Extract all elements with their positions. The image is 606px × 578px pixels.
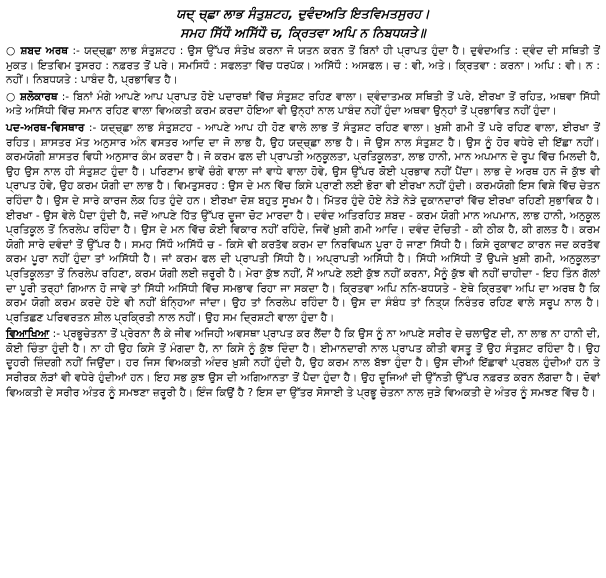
verse-line-2: ਸਮਹ ਸਿੱਧੌ ਅਸਿੱਧੌ ਚ, ਕ੍ਰਿਤਵਾ ਅਪਿ ਨ ਨਿਬਧਯਤੇ॥ <box>180 25 426 40</box>
pad-arth-heading: ਪਦ-ਅਰਥ-ਵਿਸਥਾਰ <box>6 121 85 134</box>
viakhia-heading: ਵਿਆਖਿਆ <box>6 328 50 341</box>
shabad-arth-text: :- ਯਦ੍ਚ੍ਛਾ ਲਾਭ ਸੰਤੁਸ਼ਟਹ : ਉਸ ਉੱਪਰ ਸੰਤੋਖ ਕਰਨਾ ਜੋ ਯਤਨ ਕਰਨ ਤੋਂ ਬਿਨਾਂ ਹੀ ਪ੍ਰਾਪਤ ਹੁੰਦਾ ਹੈ। ਦੁਵੰਦਅਤਿ : ਦ੍ਵੰਦ ਦੀ ਸਥਿਤੀ ਤੋਂ ਮੁਕਤ। ਇਤਵਿਮ ਤੁਸਰਹ : ਨਫ਼ਰਤ ਤੋਂ ਪਰੇ। ਸਮਸਿਧੌ : ਸਫਲਤਾ ਵਿੱਚ ਧਰਪੱਕ। ਅਸਿੱਧੌ : ਅਸਫਲ। ਚ : ਵੀ, ਅਤੇ। ਕ੍ਰਿਤਵਾ : ਕਰਨਾ। ਅਪਿ : ਵੀ। ਨ : ਨਹੀਂ। ਨਿਬਧਯਤੇ : ਪਾਬੰਦ ਹੈ, ਪ੍ਰਭਾਵਿਤ ਹੈ। <box>6 45 600 87</box>
section-pad-arth <box>6 121 600 325</box>
viakhia-text: :- ਪ੍ਰਭੂਚੇਤਨਾ ਤੋਂ ਪ੍ਰੇਰਨਾ ਲੈ ਕੇ ਜੀਵ ਅਜਿਹੀ ਅਵਸਥਾ ਪ੍ਰਾਪਤ ਕਰ ਲੈਂਦਾ ਹੈ ਕਿ ਉਸ ਨੂੰ ਨਾ ਆਪਣੇ ਸਰੀਰ ਦੇ ਚਲਾਉਣ ਦੀ, ਨਾ ਲਾਭ ਨਾ ਹਾਨੀ ਦੀ, ਕੋਈ ਚਿੰਤਾ ਹੁੰਦੀ ਹੈ। ਨਾ ਹੀ ਉਹ ਕਿਸੇ ਤੋਂ ਮੰਗਦਾ ਹੈ, ਨਾ ਕਿਸੇ ਨੂੰ ਕੁੱਝ ਦਿੰਦਾ ਹੈ। ਈਮਾਨਦਾਰੀ ਨਾਲ ਪ੍ਰਾਪਤ ਕੀਤੀ ਵਸਤੂ ਤੋਂ ਉਹ ਸੰਤੁਸ਼ਟ ਰਹਿੰਦਾ ਹੈ। ਉਹ ਦੂਹਰੀ ਜ਼ਿੰਦਗੀ ਨਹੀਂ ਜਿਉਂਦਾ। ਹਰ ਜਿਸ ਵਿਅਕਤੀ ਅੰਦਰ ਖ਼ੁਸ਼ੀ ਨਹੀਂ ਹੁੰਦੀ ਹੈ, ਉਹ ਕਰਮ ਨਾਲ ਬੱਝਾ ਹੁੰਦਾ ਹੈ। ਉਸ ਦੀਆਂ ਇੱਛਾਵਾਂ ਪ੍ਰਬਲ ਹੁੰਦੀਆਂ ਹਨ ਤੇ ਸਰੀਰਕ ਲੋੜਾਂ ਵੀ ਵਧੇਰੇ ਹੁੰਦੀਆਂ ਹਨ। ਇਹ ਸਭ ਕੁਝ ਉਸ ਦੀ ਅਗਿਆਨਤਾ ਤੋਂ ਪੈਦਾ ਹੁੰਦਾ ਹੈ। ਉਹ ਦੂਜਿਆਂ ਦੀ ਉੱਨਤੀ ਉੱਪਰ ਨਫ਼ਰਤ ਕਰਨ ਲੱਗਦਾ ਹੈ। ਦੋਵਾਂ ਵਿਅਕਤੀ ਦੇ ਸਰੀਰ ਅੰਤਰ ਨੂੰ ਸਮਝਣਾ ਜ਼ਰੂਰੀ ਹੈ। ਇੰਜ ਕਿਉਂ ਹੈ ? ਇਸ ਦਾ ਉੱਤਰ ਸੋਸਾਈ ਤੇ ਪ੍ਰਭੂ ਚੇਤਨਾ ਨਾਲ ਜੁੜੇ ਵਿਅਕਤੀ ਦੇ ਅੰਤਰ ਨੂੰ ਸਮਝਣ ਵਿੱਚ ਹੈ। <box>6 328 600 399</box>
section-shalokarth: ○ ਸ਼ਲੋਕਾਰਥ :- ਬਿਨਾਂ ਮੰਗੇ ਆਪਣੇ ਆਪ ਪ੍ਰਾਪਤ ਹੋਏ ਪਦਾਰਥਾਂ ਵਿੱਚ ਸੰਤੁਸ਼ਟ ਰਹਿਣ ਵਾਲਾ। ਦ੍ਵੰਦਾਤਮਕ ਸਥਿਤੀ ਤੋਂ ਪਰੇ, ਈਰਖਾ ਤੋਂ ਰਹਿਤ, ਅਥਵਾ ਸਿੱਧੀ ਅਤੇ ਅਸਿੱਧੀ ਵਿੱਚ ਸਮਾਨ ਰਹਿਣ ਵਾਲਾ ਵਿਅਕਤੀ ਕਰਮ ਕਰਦਾ ਹੋਇਆ ਵੀ ਉਨ੍ਹਾਂ ਨਾਲ ਪਾਬੰਦ ਨਹੀਂ ਹੁੰਦਾ ਅਥਵਾ ਉਨ੍ਹਾਂ ਤੋਂ ਪ੍ਰਭਾਵਿਤ ਨਹੀਂ ਹੁੰਦਾ। <box>6 90 600 118</box>
verse-line-1: ਯਦ੍ ਚ੍ਛਾ ਲਾਭ ਸੰਤੁਸ਼ਟਹ, ਦੁਵੰਦਅਤਿ ਇਤਵਿਮਤਸੁਰਹ। <box>176 6 430 21</box>
shabad-arth-heading: ਸ਼ਬਦ ਅਰਥ <box>20 45 69 57</box>
section-viakhia <box>6 327 600 400</box>
verse-block <box>6 4 600 42</box>
shalokarth-text: :- ਬਿਨਾਂ ਮੰਗੇ ਆਪਣੇ ਆਪ ਪ੍ਰਾਪਤ ਹੋਏ ਪਦਾਰਥਾਂ ਵਿੱਚ ਸੰਤੁਸ਼ਟ ਰਹਿਣ ਵਾਲਾ। ਦ੍ਵੰਦਾਤਮਕ ਸਥਿਤੀ ਤੋਂ ਪਰੇ, ਈਰਖਾ ਤੋਂ ਰਹਿਤ, ਅਥਵਾ ਸਿੱਧੀ ਅਤੇ ਅਸਿੱਧੀ ਵਿੱਚ ਸਮਾਨ ਰਹਿਣ ਵਾਲਾ ਵਿਅਕਤੀ ਕਰਮ ਕਰਦਾ ਹੋਇਆ ਵੀ ਉਨ੍ਹਾਂ ਨਾਲ ਪਾਬੰਦ ਨਹੀਂ ਹੁੰਦਾ ਅਥਵਾ ਉਨ੍ਹਾਂ ਤੋਂ ਪ੍ਰਭਾਵਿਤ ਨਹੀਂ ਹੁੰਦਾ। <box>6 90 600 118</box>
shalokarth-heading: ਸ਼ਲੋਕਾਰਥ <box>19 90 58 103</box>
pad-arth-text: :- ਯਦ੍ਚ੍ਛਾ ਲਾਭ ਸੰਤੁਸ਼ਟਹ - ਆਪਣੇ ਆਪ ਹੀ ਹੋਣ ਵਾਲੇ ਲਾਭ ਤੋਂ ਸੰਤੁਸ਼ਟ ਰਹਿਣ ਵਾਲਾ। ਖ਼ੁਸ਼ੀ ਗਮੀ ਤੋਂ ਪਰੇ ਰਹਿਣ ਵਾਲਾ, ਈਰਖਾ ਤੋਂ ਰਹਿਤ। ਸ਼ਾਸਤਰ ਮੱਤ ਅਨੁਸਾਰ ਅੰਨ ਵਸਤਰ ਆਦਿ ਦਾ ਜੋ ਲਾਭ ਹੈ, ਉਹ ਯਦ੍ਚ੍ਛਾ ਲਾਭ ਹੈ। ਜੋ ਉਸ ਨਾਲ ਸੰਤੁਸ਼ਟ ਹੈ। ਉਸ ਨੂੰ ਹੋਰ ਵਧੇਰੇ ਦੀ ਇੱਛਾ ਨਹੀਂ। ਕਰਮਯੋਗੀ ਸ਼ਾਸਤਰ ਵਿਧੀ ਅਨੁਸਾਰ ਕੰਮ ਕਰਦਾ ਹੈ। ਜੋ ਕਰਮ ਫਲ ਦੀ ਪ੍ਰਾਪਤੀ ਅਨੁਕੂਲਤਾ, ਪ੍ਰਤਿਕੂਲਤਾ, ਲਾਭ ਹਾਨੀ, ਮਾਨ ਅਪਮਾਨ ਦੇ ਰੂਪ ਵਿੱਚ ਮਿਲਦੀ ਹੈ, ਉਹ ਉਸ ਨਾਲ ਹੀ ਸੰਤੁਸ਼ਟ ਹੁੰਦਾ ਹੈ। ਪਰਿਣਾਮ ਭਾਵੇਂ ਚੰਗੇ ਵਾਲਾ ਜਾਂ ਵਾਧੇ ਵਾਲਾ ਹੋਵੇ, ਉਸ ਉੱਪਰ ਕੋਈ ਪ੍ਰਭਾਵ ਨਹੀਂ ਪੈਂਦਾ। ਲਾਭ ਦੇ ਅਰਥ ਹਨ ਜੋ ਕੁੱਝ ਵੀ ਪ੍ਰਾਪਤ ਹੋਵੇ, ਉਹ ਕਰਮ ਯੋਗੀ ਦਾ ਲਾਭ ਹੈ। ਵਿਮਤੁਸਰਹ : ਉਸ ਦੇ ਮਨ ਵਿੱਚ ਕਿਸੇ ਪ੍ਰਾਣੀ ਲਈ ਭੋਰਾ ਵੀ ਈਰਖਾ ਨਹੀਂ ਹੁੰਦੀ। ਕਰਮਯੋਗੀ ਇਸ ਵਿਸ਼ੇ ਵਿੱਚ ਚੇਤਨ ਰਹਿੰਦਾ ਹੈ। ਉਸ ਦੇ ਸਾਰੇ ਕਾਰਜ ਲੋਕ ਹਿਤ ਹੁੰਦੇ ਹਨ। ਈਰਖਾ ਦੋਸ਼ ਬਹੁਤ ਸੂਖਮ ਹੈ। ਮਿੱਤਰ ਹੁੰਦੇ ਹੋਏ ਨੇੜੇ ਨੇੜੇ ਦੁਕਾਨਦਾਰਾਂ ਵਿੱਚ ਈਰਖਾ ਰਹਿਣੀ ਸੁਭਾਵਿਕ ਹੈ। ਈਰਖਾ - ਉਸ ਵੇਲੇ ਪੈਦਾ ਹੁੰਦੀ ਹੈ, ਜਦੋਂ ਆਪਣੇ ਹਿੱਤ ਉੱਪਰ ਦੂਜਾ ਚੋਟ ਮਾਰਦਾ ਹੈ। ਦਵੰਦ ਅਤਿਰਹਿਤ ਸ਼ਬਦ - ਕਰਮ ਯੋਗੀ ਮਾਨ ਅਪਮਾਨ, ਲਾਭ ਹਾਨੀ, ਅਨੁਕੂਲ ਪ੍ਰਤਿਕੂਲ ਤੋਂ ਨਿਰਲੇਪ ਰਹਿੰਦਾ ਹੈ। ਉਸ ਦੇ ਮਨ ਵਿੱਚ ਕੋਈ ਵਿਕਾਰ ਨਹੀਂ ਰਹਿੰਦੇ, ਜਿਵੇਂ ਖ਼ੁਸ਼ੀ ਗਮੀ ਆਦਿ। ਦਵੰਦ ਦੋਚਿਤੀ - ਕੀ ਠੀਕ ਹੈ, ਕੀ ਗਲਤ ਹੈ। ਕਰਮ ਯੋਗੀ ਸਾਰੇ ਦਵੰਦਾਂ ਤੋਂ ਉੱਪਰ ਹੈ। ਸਮਹ ਸਿੱਧੌ ਅਸਿੱਧੌ ਚ - ਕਿਸੇ ਵੀ ਕਰਤੱਵ ਕਰਮ ਦਾ ਨਿਰਵਿਘਨ ਪੂਰਾ ਹੋ ਜਾਣਾ ਸਿੱਧੀ ਹੈ। ਕਿਸੇ ਰੁਕਾਵਟ ਕਾਰਨ ਜਦ ਕਰਤੱਵ ਕਰਮ ਪੂਰਾ ਨਹੀਂ ਹੁੰਦਾ ਤਾਂ ਅਸਿੱਧੀ ਹੈ। ਜਾਂ ਕਰਮ ਫਲ ਦੀ ਪ੍ਰਾਪਤੀ ਸਿੱਧੀ ਹੈ। ਅਪ੍ਰਾਪਤੀ ਅਸਿੱਧੀ ਹੈ। ਸਿੱਧੀ ਅਸਿੱਧੀ ਤੋਂ ਉਪਜੇ ਖ਼ੁਸ਼ੀ ਗਮੀ, ਅਨੁਕੂਲਤਾ ਪ੍ਰਤਿਕੂਲਤਾ ਤੋਂ ਨਿਰਲੇਪ ਰਹਿਣਾ, ਕਰਮ ਯੋਗੀ ਲਈ ਜ਼ਰੂਰੀ ਹੈ। ਮੇਰਾ ਕੁੱਝ ਨਹੀਂ, ਮੈਂ ਆਪਣੇ ਲਈ ਕੁੱਝ ਨਹੀਂ ਕਰਨਾ, ਮੈਨੂੰ ਕੁੱਝ ਵੀ ਨਹੀਂ ਚਾਹੀਦਾ - ਇਹ ਤਿੰਨ ਗੱਲਾਂ ਦਾ ਪੂਰੀ ਤਰ੍ਹਾਂ ਗਿਆਨ ਹੋ ਜਾਵੇ ਤਾਂ ਸਿੱਧੀ ਅਸਿੱਧੀ ਵਿੱਚ ਸਮਭਾਵ ਰਿਹਾ ਜਾ ਸਕਦਾ ਹੈ। ਕ੍ਰਿਤਵਾ ਅਪਿ ਨਨਿ-ਬਧਯਤੇ - ਏਥੇ ਕ੍ਰਿਤਵਾ ਅਪਿ ਦਾ ਅਰਥ ਹੈ ਕਿ ਕਰਮ ਯੋਗੀ ਕਰਮ ਕਰਦੇ ਹੋਏ ਵੀ ਨਹੀਂ ਬੰਨ੍ਹਿਆ ਜਾਂਦਾ। ਉਹ ਤਾਂ ਨਿਰਲੇਪ ਰਹਿੰਦਾ ਹੈ। ਉਸ ਦਾ ਸੰਬੰਧ ਤਾਂ ਨਿਤ੍ਯ ਨਿਰੰਤਰ ਰਹਿਣ ਵਾਲੇ ਸਰੂਪ ਨਾਲ ਹੈ। ਪ੍ਰਤਿਛਣ ਪਰਿਵਰਤਨ ਸ਼ੀਲ ਪ੍ਰਕ੍ਰਿਤੀ ਨਾਲ ਨਹੀਂ। ਉਹ ਸਮ ਦ੍ਰਿਸ਼ਟੀ ਵਾਲਾ ਹੁੰਦਾ ਹੈ। <box>6 121 600 324</box>
section-shabad-arth: ○ ਸ਼ਬਦ ਅਰਥ :- ਯਦ੍ਚ੍ਛਾ ਲਾਭ ਸੰਤੁਸ਼ਟਹ : ਉਸ ਉੱਪਰ ਸੰਤੋਖ ਕਰਨਾ ਜੋ ਯਤਨ ਕਰਨ ਤੋਂ ਬਿਨਾਂ ਹੀ ਪ੍ਰਾਪਤ ਹੁੰਦਾ ਹੈ। ਦੁਵੰਦਅਤਿ : ਦ੍ਵੰਦ ਦੀ ਸਥਿਤੀ ਤੋਂ ਮੁਕਤ। ਇਤਵਿਮ ਤੁਸਰਹ : ਨਫ਼ਰਤ ਤੋਂ ਪਰੇ। ਸਮਸਿਧੌ : ਸਫਲਤਾ ਵਿੱਚ ਧਰਪੱਕ। ਅਸਿੱਧੌ : ਅਸਫਲ। ਚ : ਵੀ, ਅਤੇ। ਕ੍ਰਿਤਵਾ : ਕਰਨਾ। ਅਪਿ : ਵੀ। ਨ : ਨਹੀਂ। ਨਿਬਧਯਤੇ : ਪਾਬੰਦ ਹੈ, ਪ੍ਰਭਾਵਿਤ ਹੈ। <box>6 45 600 87</box>
